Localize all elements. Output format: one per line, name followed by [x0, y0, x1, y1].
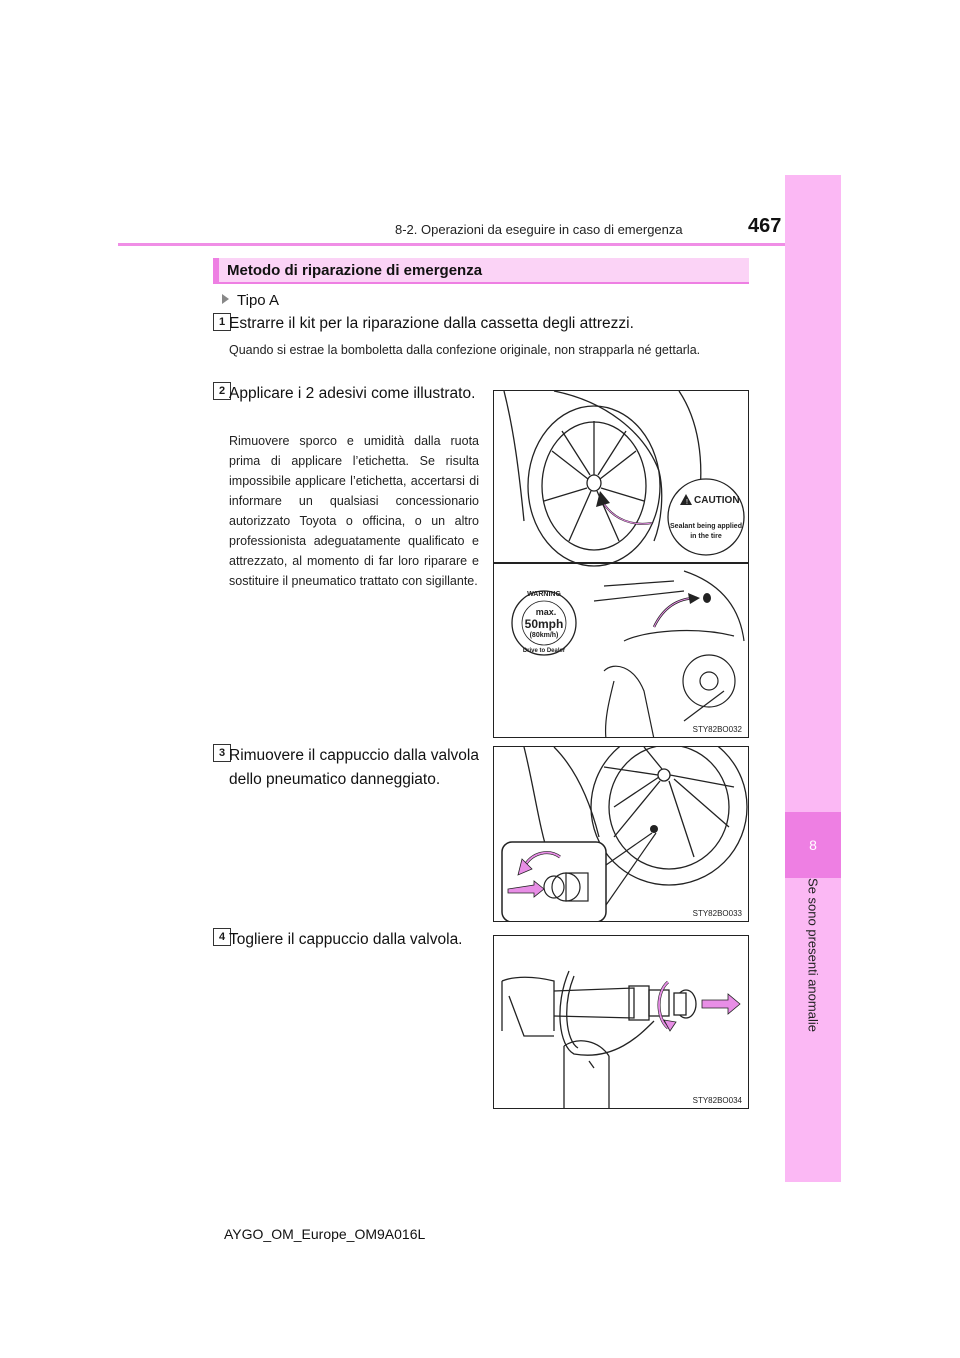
figure-valve-cap	[493, 746, 749, 922]
warning-speed: 50mph	[524, 617, 564, 631]
warning-bottom-text: Drive to Dealer	[522, 648, 566, 654]
type-label: Tipo A	[237, 292, 279, 309]
document-code: AYGO_OM_Europe_OM9A016L	[224, 1226, 426, 1242]
chapter-number: 8	[809, 837, 817, 853]
warning-kmh: (80km/h)	[529, 632, 559, 639]
valve-cap-illustration	[494, 747, 749, 922]
step-2-title: Applicare i 2 adesivi come illustrato.	[229, 385, 476, 402]
figure-remove-cap	[493, 935, 749, 1109]
step-3-title: Rimuovere il cappuccio dalla valvola dello pneumatico danneggiato.	[229, 747, 479, 788]
caution-label: CAUTION	[694, 495, 740, 506]
step-number-3: 3	[213, 744, 231, 762]
warning-max: max.	[535, 607, 557, 617]
figure-stickers	[493, 390, 749, 738]
step-1-note: Quando si estrae la bomboletta dalla confezione originale, non strapparla né gettarla.	[229, 343, 701, 357]
triangle-bullet-icon	[222, 294, 229, 304]
header-rule	[118, 243, 840, 246]
section-title: Metodo di riparazione di emergenza	[227, 261, 483, 279]
figure-code: STY82BO032	[692, 725, 742, 734]
step-2-note: Rimuovere sporco e umidità dalla ruota prima di applicare l’etichetta. Se risulta impossibile applicare l’etichetta, accertarsi di informare un qualsiasi concessionario autorizzato Toyota o officina, o un altro professionista adeguatamente qualificato e attrezzato, al momento di far loro riparare e sostituire il pneumatico trattato con sigillante.	[229, 434, 479, 588]
figure-code: STY82BO034	[692, 1096, 742, 1105]
warning-label: WARNING	[527, 591, 561, 598]
step-number-2: 2	[213, 382, 231, 400]
type-label-line	[222, 292, 279, 309]
header-section-title: 8-2. Operazioni da eseguire in caso di emergenza	[395, 222, 683, 237]
remove-cap-illustration	[494, 936, 749, 1109]
step-1-title: Estrarre il kit per la riparazione dalla cassetta degli attrezzi.	[229, 315, 634, 332]
stickers-illustration	[494, 391, 749, 738]
caution-text-line-1: Sealant being applied	[670, 523, 742, 530]
chapter-title-vertical: Se sono presenti anomalie	[805, 878, 821, 1032]
section-heading-box	[213, 258, 749, 284]
step-number-1: 1	[213, 313, 231, 331]
step-4-title: Togliere il cappuccio dalla valvola.	[229, 931, 463, 948]
svg-text:!: !	[686, 499, 688, 506]
caution-text-line-2: in the tire	[690, 533, 722, 540]
step-number-4: 4	[213, 928, 231, 946]
figure-code: STY82BO033	[692, 909, 742, 918]
page-number: 467	[748, 215, 782, 237]
chapter-number-badge	[785, 812, 841, 878]
